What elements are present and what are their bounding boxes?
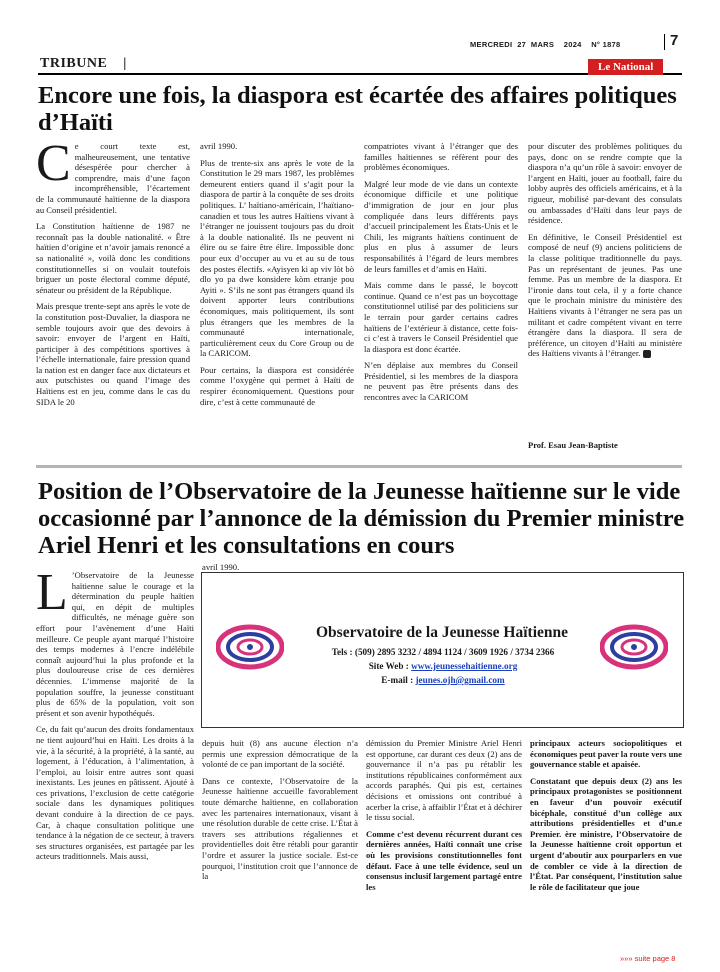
- article2-column-1: L ’Observatoire de la Jeunesse haïtienne salue le courage et la détermination du peuple haïtien qui, en dépit de multiples difficultés, ne ménage guère son effort pour l’avènement d’une Haïti meilleure. Ce peuple ayant marqué l’histoire des temps modernes à l’encre indélébile connaît aujourd’hui la plus profonde et la plus douloureuse crise de ces dernières décennies. L’immense majorité de la population souffre, la jeunesse constituant plus de 65% de la population, voit son présent et son avenir hypothéqués. Ce, du fait qu’aucun des droits fondamentaux ne tient aujourd’hui en Haïti. Les droits à la vie, à la sécurité, à la propriété, à la santé, au logement, à l’éducation, à l’alimentation, à l’emploi, au loisir entre autres sont quasi inexistants. Les jeunes en pâtissent. Ajouté à ces privations, l’exclusion de cette catégorie sociale dans les dynamiques politiques devant conduire à la direction de ce pays. Car, à chaque consultation politique une tendance à la négation de ce secteur, à travers ses structures organisées, est partagée par les acteurs traditionnels. Mais aussi,: [36, 564, 194, 862]
- ad-phones: Tels : (509) 2895 3232 / 4894 1124 / 3609 1926 / 3734 2366: [331, 647, 555, 657]
- article-divider: [36, 465, 682, 468]
- section-label: TRIBUNE |: [40, 56, 127, 71]
- article1-column-4: pour discuter des problèmes politiques du pays, donc on se rendre compte que la diaspora n’a qu’un rôle à savoir: envoyer de l’argent en Haïti, jouer au football, faire du lobby auprès des officiels américains, et à la rigueur, mobilisé par-devant des consulats ou ambassades d’Haïti dans leur pays de résidence. En définitive, le Conseil Présidentiel est composé de neuf (9) anciens politiciens de la classe politique traditionnelle du pays. Pas un représentant de jeunes. Pas une femme. Pas un membre de la diaspora. Et l’ironie dans tout cela, il y a forte chance que le prochain ministre du ministère des Haïtiens vivants à l’étranger ne sera pas un militant et cadre compétent vivant en terre étrangère dans la diaspora. Il sera de préférence, un citoyen d’Haïti au ministère des Haïtiens vivants à l’étranger.: [528, 141, 682, 359]
- article1-title: Encore une fois, la diaspora est écartée des affaires politiques d’Haïti: [38, 82, 677, 136]
- issue-date: MERCREDI 27 MARS 2024 N° 1878: [470, 40, 621, 49]
- continued-link[interactable]: »»» suite page 8: [620, 954, 676, 963]
- ojh-logo-right-icon: [600, 619, 668, 677]
- drop-cap: L: [36, 564, 68, 621]
- drop-cap: C: [36, 135, 71, 192]
- ad-title: Observatoire de la Jeunesse Haïtienne: [316, 624, 568, 641]
- article2-column-2-top: avril 1990.: [202, 562, 240, 572]
- brand-tag: Le National: [588, 59, 663, 75]
- website-link[interactable]: www.jeunessehaitienne.org: [411, 661, 518, 671]
- ojh-advertisement: [201, 572, 684, 728]
- article2-column-2: depuis huit (8) ans aucune élection n’a permis une expression démocratique de la volonté de ce pan important de la société. Dans ce contexte, l’Observatoire de la Jeunesse haïtienne accueille favorablement toute démarche haïtienne, en collaboration avec les partenaires internationaux, visant à une résolution durable de cette crise. L’État à travers ses attributions régaliennes et providentielles doit être rétabli pour garantir l’ordre et assurer la justice sociale. Est-ce pourquoi, l’institution croit que l’annonce de la: [202, 738, 358, 882]
- article1-signature: Prof. Esau Jean-Baptiste: [528, 440, 618, 450]
- article2-column-3: démission du Premier Ministre Ariel Henri est opportune, car durant ces deux (2) ans de gouvernance il n’a pas pu rétablir les institutions républicaines conformément aux accords paraphés. Qui pis est, certaines décisions et omissions ont contribué à acerber la crise, à affaiblir l’État et à déchirer le tissu social. Comme c’est devenu récurrent durant ces dernières années, Haïti connaît une crise où les provisions constitutionnelles font défaut. Face à une telle évidence, seul un consensus inclusif largement partagé entre les: [366, 738, 522, 892]
- end-mark-icon: [643, 350, 651, 358]
- ad-email: E-mail : jeunes.ojh@gmail.com: [381, 675, 505, 685]
- page-number-divider: [664, 34, 665, 50]
- article2-column-4: principaux acteurs sociopolitiques et économiques peut paver la route vers une gouvernance stable et apaisée. Constatant que depuis deux (2) ans les principaux protagonistes se positionnent en faveur d’un pouvoir exécutif bicéphale, constitué d’un collège aux attributions présidentielles et d’un.e Premier. ère ministre, l’Observatoire de la Jeunesse haïtienne croit opportun et urgent d’aboutir aux pourparlers en vue de combler ce vide à la direction de l’État. Par conséquent, l’institution salue le rôle de facilitateur que joue: [530, 738, 682, 892]
- article1-column-3: compatriotes vivant à l’étranger que des familles haïtiennes se réfèrent pour des problèmes économiques. Malgré leur mode de vie dans un contexte économique difficile et une politique d’immigration de jour en jour plus compliquée dans leurs différents pays d’accueil principalement les États-Unis et le Chili, les migrants haïtiens continuent de plus en plus à assumer de leurs responsabilités à l’égard de leurs membres de leurs familles et d’amis en Haïti. Mais comme dans le passé, le boycott continue. Quand ce n’est pas un boycottage constitutionnel utilisé par des politiciens sur le terrain pour garder certains cadres haïtiens de l’extérieur à distance, cette fois-ci c’est à travers le Conseil Présidentiel que la diaspora est donc écartée. N’en déplaise aux membres du Conseil Présidentiel, si les membres de la diaspora ne peuvent pas être présents dans des rencontres avec la CARICOM: [364, 141, 518, 403]
- article2-title: Position de l’Observatoire de la Jeunesse haïtienne sur le vide occasionné par l’annonce de la démission du Premier ministre Ariel Henri et les consultations en cours: [38, 478, 685, 559]
- article1-column-2: avril 1990. Plus de trente-six ans après le vote de la Constitution le 29 mars 1987, les problèmes demeurent entiers quand il s’agit pour la diaspora de partir à la conquête de ses droits politiques. L’ haïtiano-américain, l’haïtiano-canadien et tous les autres Haïtiens vivant à l’étranger ne jouissent toujours pas du droit à la double nationalité. Ils ne peuvent ni élire ou se faire être élire. Impossible donc pour eux d’occuper au vu et au su de tous des postes électifs. «Ayisyen ki ap viv lòt bò dlo yo pa dwe konsidere kòm etranje pou Ayiti ». S’ils ne sont pas étrangers quand ils doivent apporter leurs contributions économiques, mais politiquement, ils sont plus étrangers que les membres de la communauté internationale, particulièrement ceux du Core Group ou de la CARICOM. Pour certains, la diaspora est considérée comme l’oxygène qui permet à Haïti de respirer économiquement. Questions pour dire, c’est à cette communauté de: [200, 141, 354, 407]
- ojh-logo-left-icon: [216, 619, 284, 677]
- article1-column-1: Ce court texte est, malheureusement, une tentative désespérée pour chercher à comprendre, mais d’une façon incompréhensible, l’écartement de la communauté haïtienne de la diaspora au Conseil présidentiel. La Constitution haïtienne de 1987 ne reconnaît pas la double nationalité. « Être haïtien d’origine et n’avoir jamais renoncé a sa nationalité », voilà donc les conditions constitutionnelles si on voulait toutefois briguer un poste électoral comme député, sénateur ou président de la République. Mais presque trente-sept ans après le vote de la constitution post-Duvalier, la diaspora ne semble toujours avoir que des devoirs à savoir: envoyer de l’argent en Haïti, participer à des compétitions sportives à l’échelle internationale, faire pression quand la nation est en danger face aux dictateurs et aux putschistes ou quand l’image des Haïtiens est en jeu, comme dans le cas du SIDA le 20: [36, 135, 190, 407]
- ad-website: Site Web : www.jeunessehaitienne.org: [368, 661, 518, 671]
- header-rule: [38, 73, 682, 75]
- email-link[interactable]: jeunes.ojh@gmail.com: [415, 675, 505, 685]
- page-number: 7: [670, 32, 679, 49]
